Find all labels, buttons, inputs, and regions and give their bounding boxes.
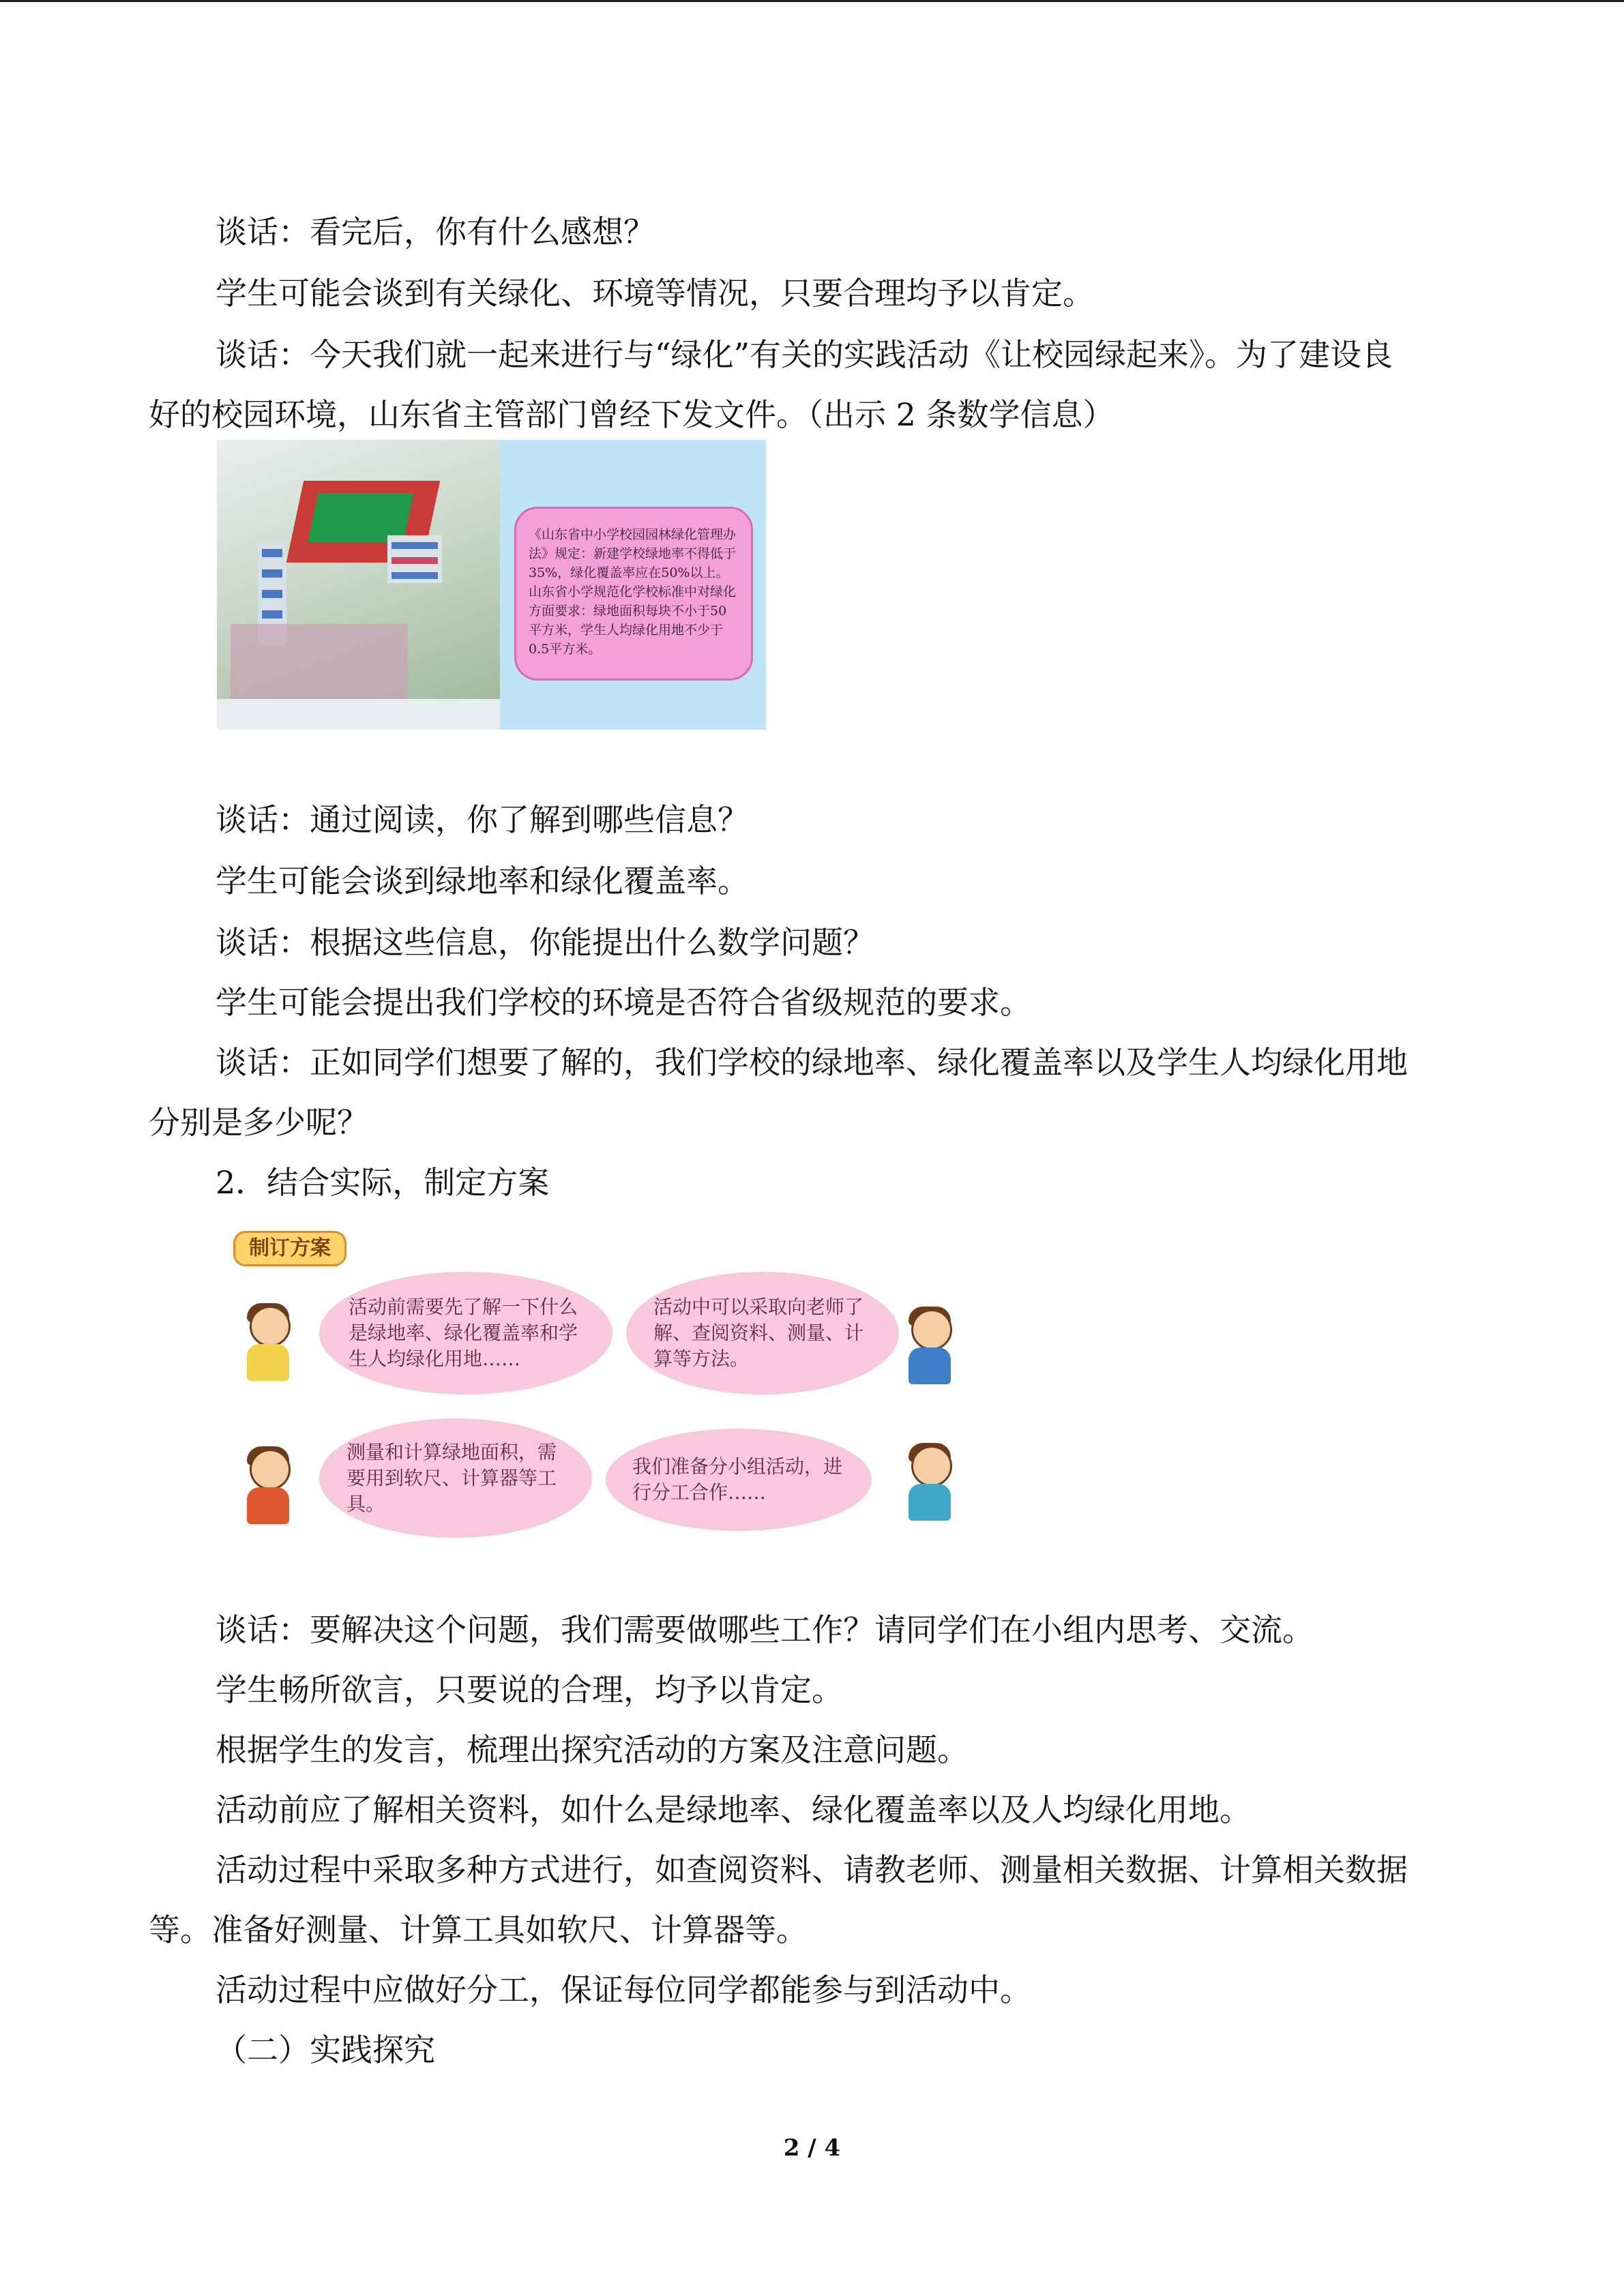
paragraph: 谈话：看完后，你有什么感想？ — [216, 213, 655, 250]
section-heading: 2．结合实际，制定方案 — [216, 1164, 550, 1201]
paragraph: 谈话：要解决这个问题，我们需要做哪些工作？请同学们在小组内思考、交流。 — [216, 1611, 1314, 1648]
campus-photo — [217, 440, 500, 730]
speech-bubble: 活动中可以采取向老师了解、查阅资料、测量、计算等方法。 — [626, 1272, 899, 1395]
speech-bubble: 测量和计算绿地面积，需要用到软尺、计算器等工具。 — [319, 1418, 592, 1538]
plan-figure — [217, 1224, 960, 1551]
paragraph: 学生畅所欲言，只要说的合理，均予以肯定。 — [216, 1671, 843, 1708]
paragraph: 好的校园环境，山东省主管部门曾经下发文件。（出示 2 条数学信息） — [149, 396, 1114, 433]
plan-tag: 制订方案 — [233, 1231, 346, 1266]
paragraph: 活动过程中应做好分工，保证每位同学都能参与到活动中。 — [216, 1971, 1031, 2008]
speech-bubble: 我们准备分小组活动，进行分工合作…… — [606, 1429, 872, 1531]
paragraph: 学生可能会谈到有关绿化、环境等情况，只要合理均予以肯定。 — [216, 275, 1094, 312]
speech-bubble: 活动前需要先了解一下什么是绿地率、绿化覆盖率和学生人均绿化用地…… — [319, 1272, 612, 1395]
student-girl-icon — [237, 1449, 299, 1524]
paragraph: 活动前应了解相关资料，如什么是绿地率、绿化覆盖率以及人均绿化用地。 — [216, 1791, 1251, 1828]
paragraph: 谈话：正如同学们想要了解的，我们学校的绿地率、绿化覆盖率以及学生人均绿化用地 — [216, 1044, 1408, 1081]
paragraph: 谈话：通过阅读，你了解到哪些信息？ — [216, 801, 749, 838]
paragraph: 谈话：根据这些信息，你能提出什么数学问题？ — [216, 924, 874, 961]
paragraph: 根据学生的发言，梳理出探究活动的方案及注意问题。 — [216, 1731, 969, 1768]
paragraph: 分别是多少呢？ — [149, 1104, 368, 1141]
student-girl-icon — [237, 1306, 299, 1381]
paragraph: 活动过程中采取多种方式进行，如查阅资料、请教老师、测量相关数据、计算相关数据 — [216, 1851, 1408, 1888]
student-girl-icon — [899, 1446, 960, 1521]
page-number: 2 / 4 — [783, 2134, 841, 2162]
paragraph: 等。准备好测量、计算工具如软尺、计算器等。 — [149, 1911, 808, 1948]
section-heading: （二）实践探究 — [216, 2031, 435, 2068]
student-boy-icon — [899, 1309, 960, 1384]
top-border — [0, 0, 1624, 2]
regulation-callout: 《山东省中小学校园园林绿化管理办法》规定：新建学校绿地率不得低于35%，绿化覆盖率应在50%以上。山东省小学规范化学校标准中对绿化方面要求：绿地面积每块不小于50平方米，学生人均绿化用地不少于0.5平方米。 — [514, 507, 753, 681]
paragraph: 学生可能会提出我们学校的环境是否符合省级规范的要求。 — [216, 984, 1031, 1021]
campus-figure — [217, 440, 766, 730]
paragraph: 学生可能会谈到绿地率和绿化覆盖率。 — [216, 863, 749, 899]
paragraph: 谈话：今天我们就一起来进行与“绿化”有关的实践活动《让校园绿起来》。为了建设良 — [216, 336, 1393, 373]
